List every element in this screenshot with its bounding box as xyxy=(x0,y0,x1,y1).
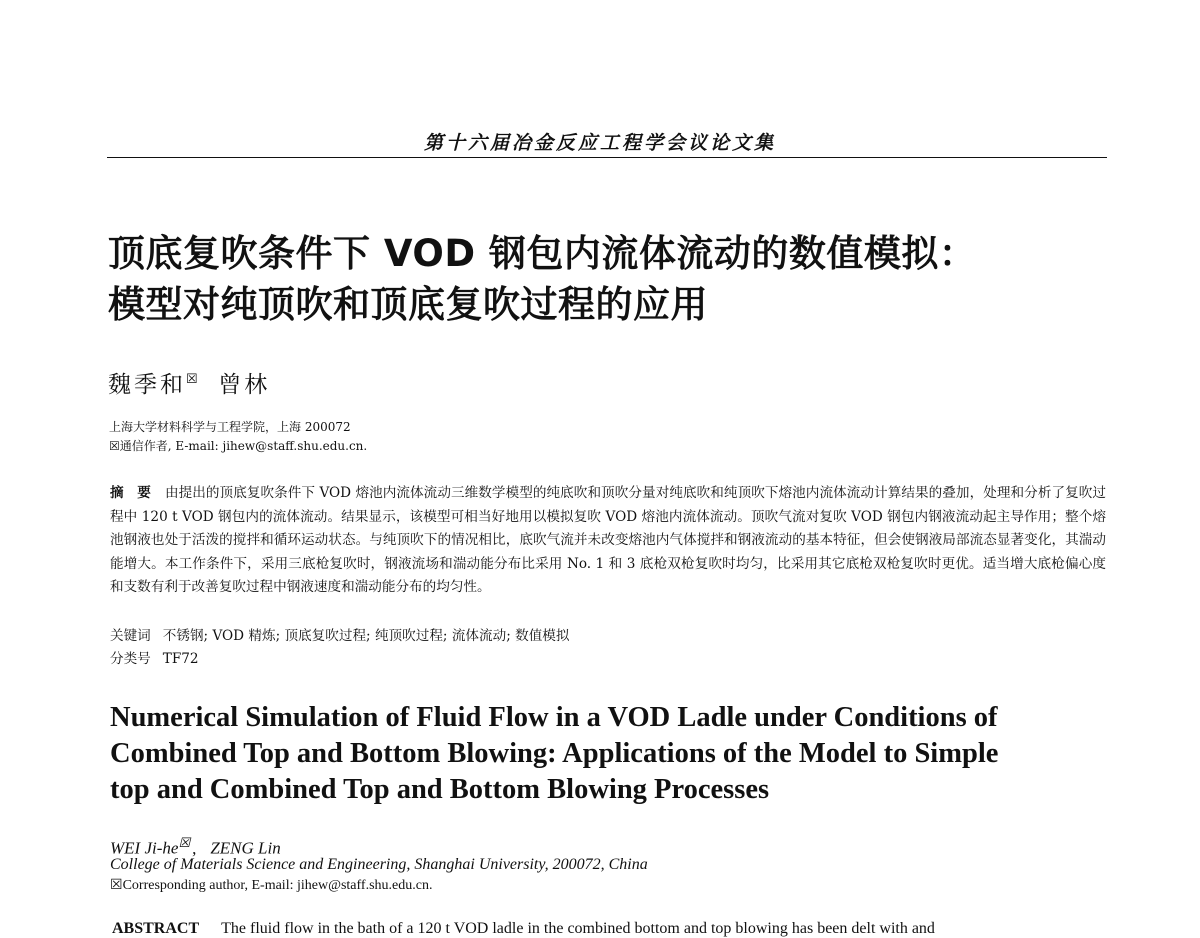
english-abstract-label: ABSTRACT xyxy=(112,920,200,937)
chinese-abstract-text: 由提出的顶底复吹条件下 VOD 熔池内流体流动三维数学模型的纯底吹和顶吹分量对纯底吹和纯顶吹下熔池内流体流动计算结果的叠加，处理和分析了复吹过程中 120 t VOD 钢包内的流体流动。结果显示，该模型可相当好地用以模拟复吹 VOD 熔池内流体流动。顶吹气流对复吹 VOD 钢包内钢液流动起主导作用；整个熔池钢液也处于活泼的搅拌和循环运动状态。与纯顶吹下的情况相比，底吹气流并未改变熔池内气体搅拌和钢液流动的基本特征，但会使钢液局部流态显著变化，其湍动能增大。本工作条件下，采用三底枪复吹时，钢液流场和湍动能分布比采用 No. 1 和 3 底枪双枪复吹时均匀，比采用其它底枪双枪复吹时更优。适当增大底枪偏心度和支数有利于改善复吹过程中钢液速度和湍动能分布的均匀性。 xyxy=(110,485,1107,595)
chinese-classification xyxy=(110,648,199,671)
english-title xyxy=(110,700,1110,808)
mail-icon: ☒ xyxy=(109,439,120,453)
english-title-line-1: Numerical Simulation of Fluid Flow in a VOD Ladle under Conditions of xyxy=(110,702,998,733)
english-author-1: WEI Ji-he xyxy=(110,838,179,858)
chinese-abstract-label: 摘 要 xyxy=(110,485,151,501)
chinese-abstract xyxy=(110,482,1106,600)
english-title-line-2: Combined Top and Bottom Blowing: Applications of the Model to Simple xyxy=(110,738,999,769)
mail-icon: ☒ xyxy=(110,878,123,893)
mail-icon: ☒ xyxy=(186,372,198,388)
proceedings-header: 第十六届冶金反应工程学会议论文集 xyxy=(423,132,776,154)
chinese-author-1: 魏季和 xyxy=(108,372,186,398)
chinese-keywords-text: 不锈钢; VOD 精炼; 顶底复吹过程; 纯顶吹过程; 流体流动; 数值模拟 xyxy=(162,628,570,644)
chinese-affiliation: 上海大学材料科学与工程学院，上海 200072 xyxy=(109,420,351,434)
chinese-authors xyxy=(108,366,270,399)
chinese-keywords-label: 关键词 xyxy=(110,628,151,644)
chinese-author-2: 曾林 xyxy=(218,372,271,398)
chinese-correspondence xyxy=(109,437,367,456)
english-correspondence xyxy=(110,877,432,894)
chinese-correspondence-text: 通信作者, E-mail: jihew@staff.shu.edu.cn. xyxy=(119,439,368,453)
english-title-line-3: top and Combined Top and Bottom Blowing Processes xyxy=(110,774,770,805)
chinese-keywords xyxy=(110,625,569,648)
english-author-2: ZENG Lin xyxy=(210,838,281,858)
english-abstract-text: The fluid flow in the bath of a 120 t VOD ladle in the combined bottom and top blowing has been delt with and xyxy=(221,920,935,937)
chinese-title xyxy=(108,228,1108,330)
english-authors: WEI Ji-he☒ , ZENG Lin xyxy=(110,835,281,858)
chinese-title-line-1: 顶底复吹条件下 VOD 钢包内流体流动的数值模拟： xyxy=(108,232,977,275)
mail-icon: ☒ xyxy=(178,835,191,850)
chinese-class-value: TF72 xyxy=(162,651,199,667)
chinese-affiliation-block xyxy=(109,418,367,456)
english-correspondence-text: Corresponding author, E-mail: jihew@staff.shu.edu.cn. xyxy=(122,878,433,893)
english-abstract xyxy=(112,920,1112,938)
header-rule xyxy=(107,157,1107,158)
chinese-class-label: 分类号 xyxy=(110,651,151,667)
chinese-title-line-2: 模型对纯顶吹和顶底复吹过程的应用 xyxy=(108,283,708,326)
english-affiliation: College of Materials Science and Engineering, Shanghai University, 200072, China xyxy=(110,856,648,873)
